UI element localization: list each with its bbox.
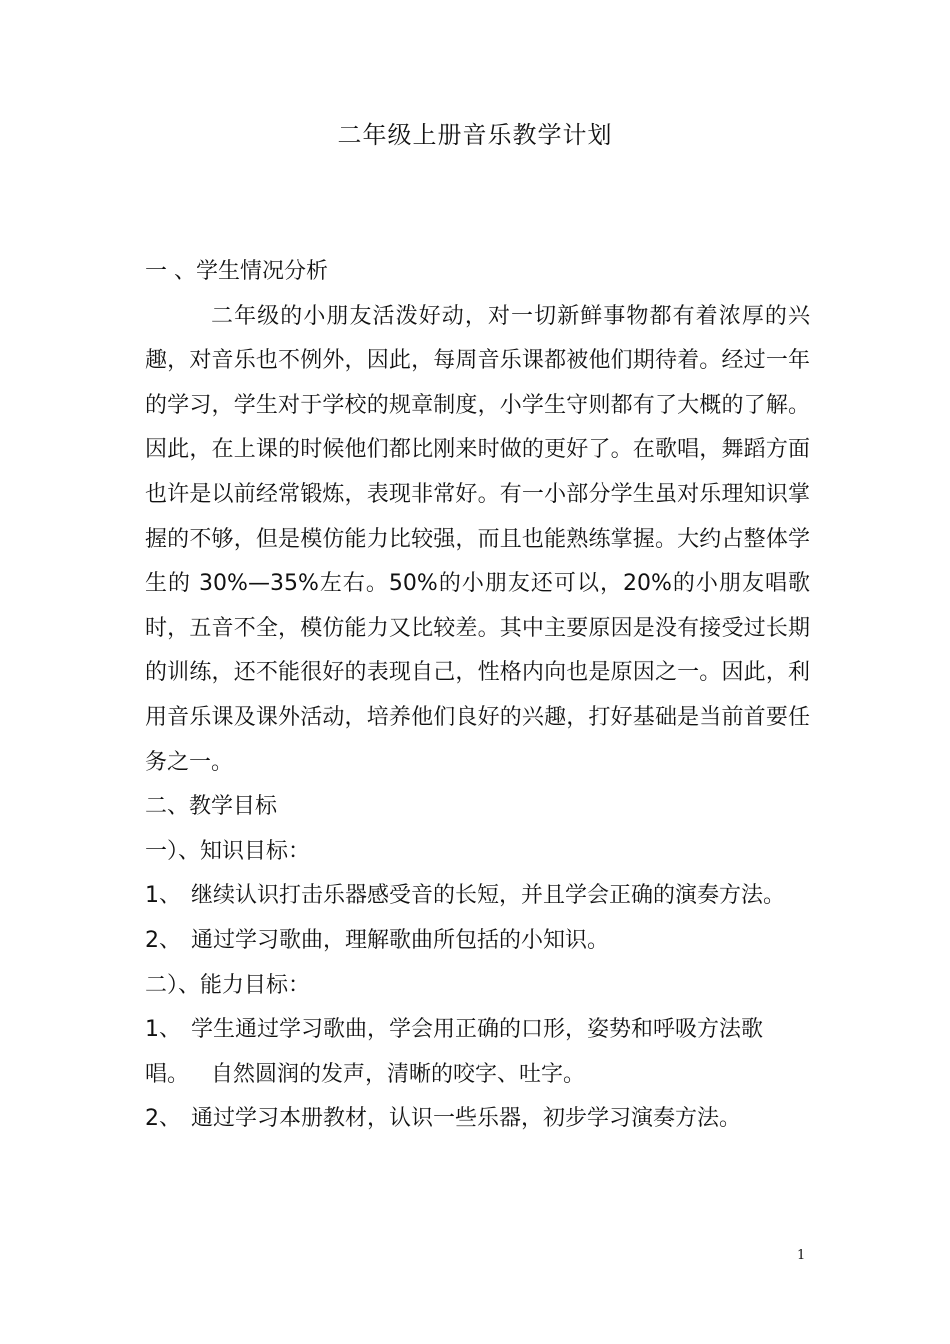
continuation-start: 唱。 (145, 1061, 190, 1087)
document-body (145, 250, 810, 1142)
list-item-text: 继续认识打击乐器感受音的长短，并且学会正确的演奏方法。 (191, 883, 786, 909)
section-heading-teaching-goals: 二、教学目标 (145, 794, 278, 820)
section-heading-student-analysis: 一 、学生情况分析 (145, 259, 328, 284)
list-item (145, 874, 810, 919)
list-item-text: 通过学习歌曲，理解歌曲所包括的小知识。 (191, 927, 610, 953)
list-item-text: 学生通过学习歌曲，学会用正确的口形，姿势和呼吸方法歌 (191, 1017, 764, 1043)
list-item-number: 1、 (145, 1017, 181, 1043)
list-item-number: 2、 (145, 1106, 181, 1132)
list-item (145, 919, 810, 964)
list-item (145, 1008, 810, 1053)
page-number: 1 (797, 1248, 806, 1263)
list-item (145, 1097, 810, 1142)
list-item-number: 2、 (145, 927, 181, 953)
student-analysis-paragraph: 二年级的小朋友活泼好动，对一切新鲜事物都有着浓厚的兴趣，对音乐也不例外，因此，每周音乐课都被他们期待着。经过一年的学习，学生对于学校的规章制度，小学生守则都有了大概的了解。因此，在上课的时候他们都比刚来时做的更好了。在歌唱，舞蹈方面也许是以前经常锻炼，表现非常好。有一小部分学生虽对乐理知识掌握的不够，但是模仿能力比较强，而且也能熟练掌握。大约占整体学生的 30%—35%左右。50%的小朋友还可以，20%的小朋友唱歌时，五音不全，模仿能力又比较差。其中主要原因是没有接受过长期的训练，还不能很好的表现自己，性格内向也是原因之一。因此，利用音乐课及课外活动，培养他们良好的兴趣，打好基础是当前首要任务之一。 (145, 303, 810, 775)
document-title: 二年级上册音乐教学计划 (337, 121, 613, 149)
list-item-text: 通过学习本册教材，认识一些乐器，初步学习演奏方法。 (191, 1106, 742, 1132)
list-item-continuation (145, 1053, 810, 1098)
subheading-ability-goals: 二）、能力目标： (145, 972, 311, 998)
list-item-number: 1、 (145, 883, 181, 909)
subheading-knowledge-goals: 一）、知识目标： (145, 838, 311, 864)
continuation-text: 自然圆润的发声，清晰的咬字、吐字。 (211, 1061, 586, 1087)
